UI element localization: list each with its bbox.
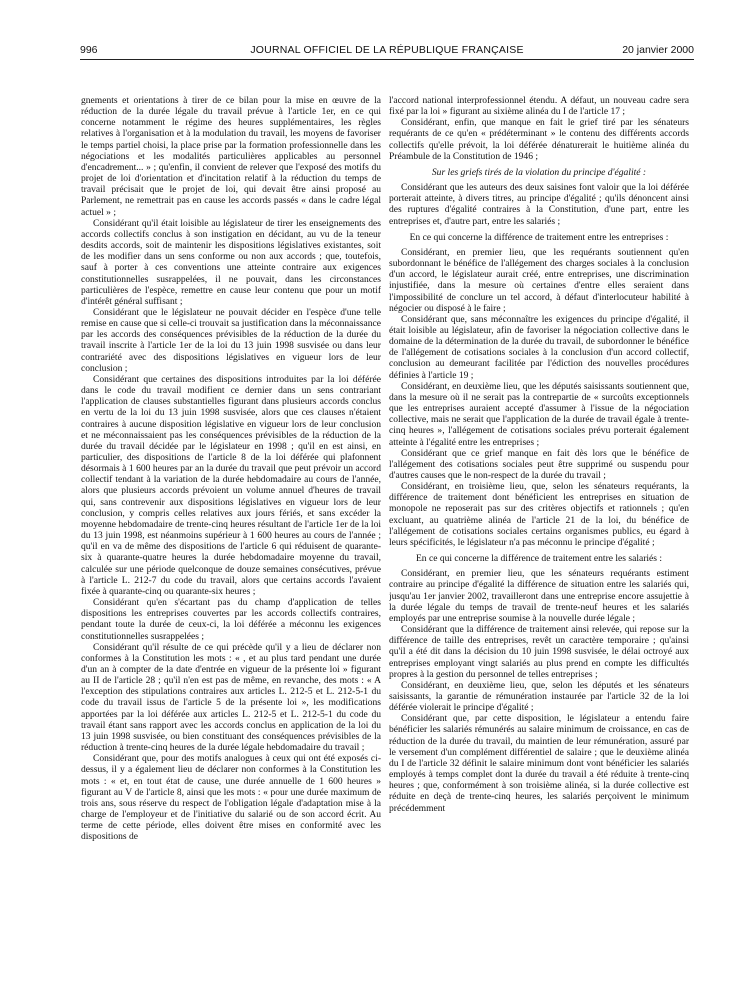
page-header [80,44,694,60]
paragraph: Considérant, en deuxième lieu, que les députés saisissants soutiennent que, dans la mesure où il ne serait pas la contrepartie de « surcoûts exceptionnels que les entreprises auraient accepté d'assumer à l'issue de la négociation collective, mais ne serait que l'application de la durée de travail égale à trente-cinq heures », l'allégement de cotisations sociales prévu porterait également atteinte à l'égalité entre les entreprises ; [389,380,689,448]
journal-title: JOURNAL OFFICIEL DE LA RÉPUBLIQUE FRANÇAISE [250,44,524,56]
section-heading-egalite: Sur les griefs tirés de la violation du principe d'égalité : [431,166,647,178]
paragraph: Considérant, en troisième lieu, que, selon les sénateurs requérants, la différence de traitement dont bénéficient les entreprises en situation de monopole ne reposerait pas sur des critères objectifs et rationnels ; qu'en excluant, au quatrième alinéa de l'article 21 de la loi, du bénéfice de l'allégement de cotisations sociales certains organismes publics, eu égard à leurs spécificités, le législateur n'a pas méconnu le principe d'égalité ; [389,481,689,548]
paragraph: Considérant, enfin, que manque en fait le grief tiré par les sénateurs requérants de ce qu'en « prédéterminant » le contenu des différents accords collectifs qu'elle prévoit, la loi déférée dénaturerait le huitième alinéa du Préambule de la Constitution de 1946 ; [389,117,689,162]
paragraph: Considérant que la différence de traitement ainsi relevée, qui repose sur la différence de taille des entreprises, revêt un caractère temporaire ; qu'ainsi qu'il a été dit dans la décision du 10 juin 1998 susvisée, le délai octroyé aux entreprises employant vingt salariés au plus prend en compte les difficultés propres à la gestion du personnel de telles entreprises ; [389,624,689,680]
paragraph: Considérant qu'il résulte de ce qui précède qu'il y a lieu de déclarer non conformes à la Constitution les mots : « , et au plus tard pendant une durée d'un an à compter de la date d'entrée en vigueur de la présente loi » figurant au II de l'article 28 ; qu'il n'en est pas de même, en revanche, des mots : « A l'exception des stipulations contraires aux articles L. 212-5 et L. 212-5-1 du code du travail issus de l'article 5 de la présente loi », les modifications apportées par la loi déférée aux articles L. 212-5 et L. 212-5-1 du code du travail étant sans rapport avec les accords conclus en application de la loi du 13 juin 1998 susvisée, ou bien constituant des conséquences prévisibles de la réduction à trente-cinq heures de la durée légale hebdomadaire du travail ; [81,641,381,754]
subsection-heading-entreprises: En ce qui concerne la différence de traitement entre les entreprises : [409,231,669,243]
subsection-heading-salaries: En ce qui concerne la différence de traitement entre les salariés : [415,553,663,565]
paragraph: Considérant, en premier lieu, que les sénateurs requérants estiment contraire au principe d'égalité la différence de situation entre les salariés qui, jusqu'au 1er janvier 2002, travailleront dans une entreprise encore assujettie à la durée légale du temps de travail de trente-neuf heures et les salariés employés par une entreprise soumise à la nouvelle durée légale ; [389,568,689,624]
paragraph: Considérant, en deuxième lieu, que, selon les députés et les sénateurs saisissants, la garantie de rémunération instaurée par l'article 32 de la loi déférée violerait le principe d'égalité ; [389,679,689,714]
paragraph: Considérant que certaines des dispositions introduites par la loi déférée dans le code du travail modifient ce dernier dans un sens contrariant l'application de clauses substantielles figurant dans plusieurs accords conclus en vertu de la loi du 13 juin 1998 susvisée, alors que ces clauses n'étaient contraires à aucune disposition législative en vigueur lors de leur conclusion et ne méconnaissaient pas les conséquences prévisibles de la réduction de la durée du travail décidée par le législateur en 1998 ; qu'il en est ainsi, en particulier, des dispositions de l'article 8 de la loi déférée qui plafonnent désormais à 1 600 heures par an la durée du travail que peut prévoir un accord collectif tendant à la variation de la durée hebdomadaire au cours de l'année, alors que plusieurs accords prévoient un volume annuel d'heures de travail qui, sans contrevenir aux dispositions législatives en vigueur lors de leur conclusion, y compris celles relatives aux jours fériés, et sans excéder la moyenne hebdomadaire de trente-cinq heures résultant de l'article 1er de la loi du 13 juin 1998, est néanmoins supérieur à 1 600 heures au cours de l'année ; qu'il en va de même des dispositions de l'article 6 qui réduisent de quarante-six à quarante-quatre heures la durée hebdomadaire moyenne du travail, calculée sur une période quelconque de douze semaines consécutives, prévue à l'article L. 212-7 du code du travail, alors que certains accords l'avaient fixée à quarante-cinq ou quarante-six heures ; [81,373,381,597]
header-rule [80,59,694,60]
paragraph: Considérant que ce grief manque en fait dès lors que le bénéfice de l'allégement des cotisations sociales peut être supprimé ou suspendu pour d'autres causes que le non-respect de la durée du travail ; [389,447,689,481]
page-number: 996 [80,44,98,56]
paragraph: gnements et orientations à tirer de ce bilan pour la mise en œuvre de la réduction de la durée légale du travail prévue à l'article 1er, en ce qui concerne notamment le régime des heures supplémentaires, les règles relatives à l'organisation et à la modulation du travail, les moyens de favoriser le temps partiel choisi, la place prise par la formation professionnelle dans les négociations et les modalités particulières applicables au personnel d'encadrement... » ; qu'enfin, il convient de relever que l'exposé des motifs du projet de loi d'orientation et d'incitation relatif à la réduction du temps de travail précisait que le projet de loi, qui devait être ainsi proposé au Parlement, ne remettrait pas en cause les accords passés « dans le cadre légal actuel » ; [81,95,381,218]
paragraph: Considérant que, sans méconnaître les exigences du principe d'égalité, il était loisible au législateur, afin de favoriser la négociation collective dans le domaine de la détermination de la durée du travail, de subordonner le bénéfice de l'allégement de cotisations sociales à la conclusion d'un accord collectif, conclusion au demeurant facilitée par l'édiction des nouvelles procédures définies à l'article 19 ; [389,313,689,381]
issue-date: 20 janvier 2000 [622,44,694,56]
paragraph: Considérant qu'en s'écartant pas du champ d'application de telles dispositions les entreprises couvertes par les accords collectifs contraires, pendant toute la durée de ceux-ci, la loi déférée a méconnu les exigences constitutionnelles susrappelées ; [81,597,381,642]
right-column [389,95,689,975]
paragraph: Considérant que, par cette disposition, le législateur a entendu faire bénéficier les salariés rémunérés au salaire minimum de croissance, en cas de réduction de la durée du travail, du maintien de leur rémunération, assuré par le versement d'un complément différentiel de salaire ; que le deuxième alinéa du I de l'article 32 définit le salaire minimum dont vont bénéficier les salariés employés à temps complet dont la durée du travail a été réduite à trente-cinq heures ; que, conformément à son troisième alinéa, si la durée collective est réduite en deçà de trente-cinq heures, les salariés perçoivent le minimum précédemment [389,713,689,814]
paragraph: Considérant qu'il était loisible au législateur de tirer les enseignements des accords collectifs conclus à son instigation en décidant, au vu de la teneur desdits accords, soit de maintenir les dispositions législatives existantes, soit de les modifier dans un sens conforme ou non aux accords ; que, toutefois, sauf à porter à ces conventions une atteinte contraire aux exigences constitutionnelles susrappelées, il ne pouvait, dans les circonstances particulières de l'espèce, remettre en cause leur contenu que pour un motif d'intérêt général suffisant ; [81,217,381,307]
paragraph: Considérant, en premier lieu, que les requérants soutiennent qu'en subordonnant le bénéfice de l'allégement des charges sociales à la conclusion d'un accord, le législateur aurait créé, entre entreprises, une discrimination injustifiée, dans la mesure où certaines d'entre elles seraient dans l'impossibilité de conclure un tel accord, à défaut d'interlocuteur habilité à négocier ou disposé à le faire ; [389,246,689,314]
paragraph: Considérant que les auteurs des deux saisines font valoir que la loi déférée porterait atteinte, à divers titres, au principe d'égalité ; qu'ils dénoncent ainsi des ruptures d'égalité contraires à la Constitution, d'une part, entre les entreprises et, d'autre part, entre les salariés ; [389,182,689,227]
left-column [81,95,381,975]
paragraph: Considérant que le législateur ne pouvait décider en l'espèce d'une telle remise en cause que si celle-ci trouvait sa justification dans la méconnaissance par les accords des conséquences prévisibles de la réduction de la durée du travail inscrite à l'article 1er de la loi du 13 juin 1998 susvisée ou dans leur contrariété avec des dispositions législatives en vigueur lors de leur conclusion ; [81,306,381,374]
paragraph: l'accord national interprofessionnel étendu. A défaut, un nouveau cadre sera fixé par la loi » figurant au sixième alinéa du I de l'article 17 ; [389,95,689,118]
paragraph: Considérant que, pour des motifs analogues à ceux qui ont été exposés ci-dessus, il y a également lieu de déclarer non conformes à la Constitution les mots : « et, en tout état de cause, une durée annuelle de 1 600 heures » figurant au V de l'article 8, ainsi que les mots : « pour une durée maximum de trois ans, sous réserve du respect de l'obligation légale d'adaptation mise à la charge de l'employeur et de l'initiative du salarié ou de son accord écrit. Au terme de cette période, elles doivent être mises en conformité avec les dispositions de [81,753,381,843]
